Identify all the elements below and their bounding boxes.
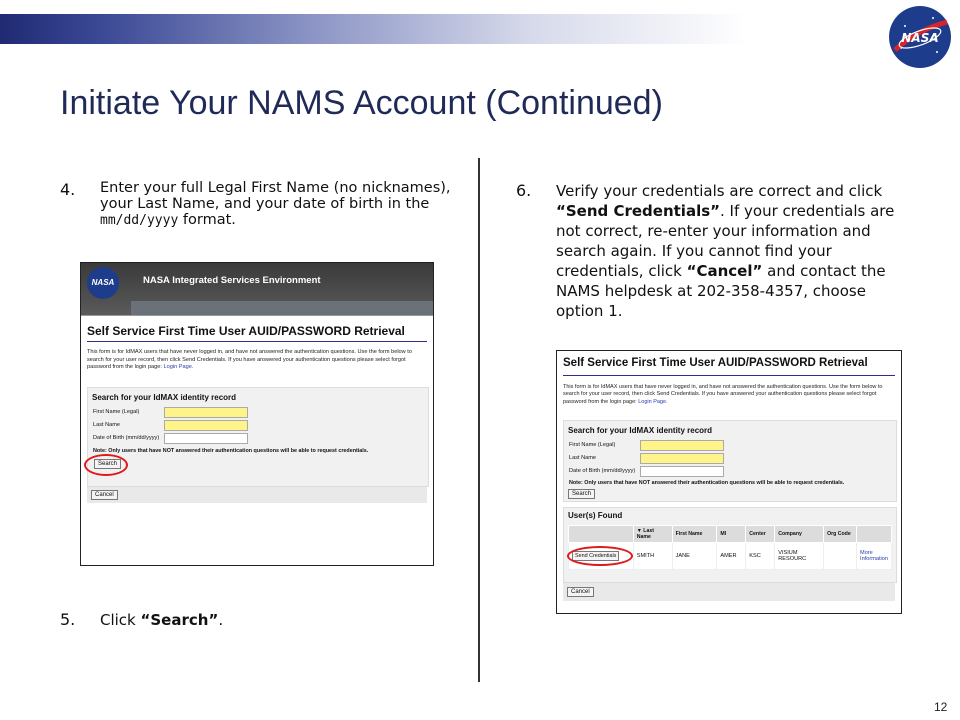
- description-text: This form is for IdMAX users that have never logged in, and have not answered the authentication questions. Use the form below to search for your user record, then click Send Credentials. If you have answered your authentication questions please select forgot password from the login page:: [87, 349, 412, 370]
- results-cancel-button[interactable]: Cancel: [567, 587, 594, 597]
- col-center[interactable]: Center: [746, 526, 775, 543]
- col-first-name[interactable]: First Name: [672, 526, 717, 543]
- step-6-cancel: “Cancel”: [686, 262, 763, 280]
- step-5-number: 5.: [60, 610, 76, 629]
- col-mi[interactable]: MI: [717, 526, 746, 543]
- results-login-page-link[interactable]: Login Page.: [638, 398, 668, 405]
- results-description-text: This form is for IdMAX users that have never logged in, and have not answered the authentication questions. Use the form below to search for your user record, then click Send Credentials. If you have answered your authentication questions please select forgot password from the login page:: [563, 384, 883, 405]
- results-title-underline: [563, 375, 895, 376]
- nasa-logo: [887, 4, 953, 70]
- col-more: [857, 526, 892, 543]
- step-6: [516, 181, 916, 321]
- nasa-logo-text: NASA: [901, 31, 939, 45]
- step-5-text: [60, 610, 360, 630]
- send-credentials-button[interactable]: Send Credentials: [572, 551, 619, 561]
- step-6-number: 6.: [516, 181, 532, 200]
- step-4-number: 4.: [60, 180, 76, 199]
- title-underline: [87, 341, 427, 342]
- search-highlight-circle: [84, 454, 128, 476]
- env-title: NASA Integrated Services Environment: [143, 275, 321, 286]
- step-6-text-b: . If your credentials are not correct, re-enter your information and search again. If you cannot find your credentials, click: [556, 202, 895, 280]
- step-6-send-credentials: “Send Credentials”: [556, 202, 721, 220]
- col-org-code[interactable]: Org Code: [824, 526, 857, 543]
- users-found-title: User(s) Found: [568, 511, 623, 520]
- last-name-input[interactable]: [164, 420, 248, 431]
- results-dob-input[interactable]: [640, 466, 724, 477]
- cell-org-code: [824, 543, 857, 570]
- login-page-link[interactable]: Login Page.: [163, 364, 194, 370]
- step-4-text: [60, 180, 460, 229]
- header-gradient-bar: [0, 14, 880, 44]
- step-4: [60, 180, 460, 229]
- col-company[interactable]: Company: [775, 526, 824, 543]
- results-first-name-label: First Name (Legal): [569, 442, 616, 448]
- search-panel: [87, 387, 429, 487]
- step-5-search-word: “Search”: [140, 611, 219, 629]
- step-4-text-a: Enter your full Legal First Name (no nicknames), your Last Name, and your date of birth in the: [100, 180, 451, 212]
- step-4-text-b: format.: [178, 212, 236, 228]
- last-name-label: Last Name: [93, 422, 121, 428]
- results-form-description: [563, 384, 897, 406]
- cell-last-name: SMITH: [633, 543, 672, 570]
- results-cancel-bar: [563, 583, 895, 601]
- search-panel-title: Search for your IdMAX identity record: [92, 393, 237, 402]
- step-6-text-c: and contact the NAMS helpdesk at 202-358-4357, choose option 1.: [556, 262, 886, 320]
- step-4-date-format: mm/dd/yyyy: [100, 213, 179, 228]
- users-found-table: [568, 525, 892, 570]
- table-header-row: [569, 526, 892, 543]
- cancel-bar: [87, 487, 427, 503]
- first-name-input[interactable]: [164, 407, 248, 418]
- results-search-button[interactable]: Search: [568, 489, 595, 499]
- slide-title: Initiate Your NAMS Account (Continued): [60, 84, 663, 122]
- col-action: [569, 526, 634, 543]
- results-first-name-input[interactable]: [640, 440, 724, 451]
- step-5-text-a: Click: [100, 611, 141, 629]
- dob-label: Date of Birth (mm/dd/yyyy): [93, 435, 160, 441]
- cell-company: VISIUM RESOURC: [775, 543, 824, 570]
- step-6-text-a: Verify your credentials are correct and click: [556, 182, 883, 200]
- cell-action: [569, 543, 634, 570]
- cancel-button[interactable]: Cancel: [91, 490, 118, 500]
- results-form-note: Note: Only users that have NOT answered their authentication questions will be able to request credentials.: [569, 480, 845, 486]
- users-found-panel: [563, 507, 897, 583]
- first-name-label: First Name (Legal): [93, 409, 140, 415]
- cell-first-name: JANE: [672, 543, 717, 570]
- page-number: 12: [934, 700, 948, 714]
- results-search-panel: [563, 420, 897, 502]
- results-form-title: Self Service First Time User AUID/PASSWORD Retrieval: [563, 357, 868, 369]
- step-6-text: [516, 181, 916, 321]
- form-title: Self Service First Time User AUID/PASSWORD Retrieval: [87, 324, 405, 338]
- results-last-name-input[interactable]: [640, 453, 724, 464]
- app-header: [81, 263, 433, 316]
- results-screenshot: [556, 350, 902, 614]
- table-row: [569, 543, 892, 570]
- send-credentials-highlight-circle: [567, 546, 633, 566]
- more-information-link[interactable]: More Information: [857, 543, 892, 570]
- step-5-text-b: .: [218, 611, 224, 629]
- col-last-name[interactable]: ▼ Last Name: [633, 526, 672, 543]
- mini-nasa-logo: NASA: [87, 267, 119, 299]
- results-dob-label: Date of Birth (mm/dd/yyyy): [569, 468, 636, 474]
- search-form-screenshot: [80, 262, 434, 566]
- dob-input[interactable]: [164, 433, 248, 444]
- step-5: [60, 610, 360, 630]
- search-button[interactable]: Search: [94, 459, 121, 469]
- cell-center: AMER: [717, 543, 746, 570]
- form-note: Note: Only users that have NOT answered their authentication questions will be able to request credentials.: [93, 448, 369, 454]
- column-divider: [478, 158, 480, 682]
- results-search-panel-title: Search for your IdMAX identity record: [568, 426, 713, 435]
- results-last-name-label: Last Name: [569, 455, 597, 461]
- form-description: [87, 349, 427, 372]
- cell-company-center: KSC: [746, 543, 775, 570]
